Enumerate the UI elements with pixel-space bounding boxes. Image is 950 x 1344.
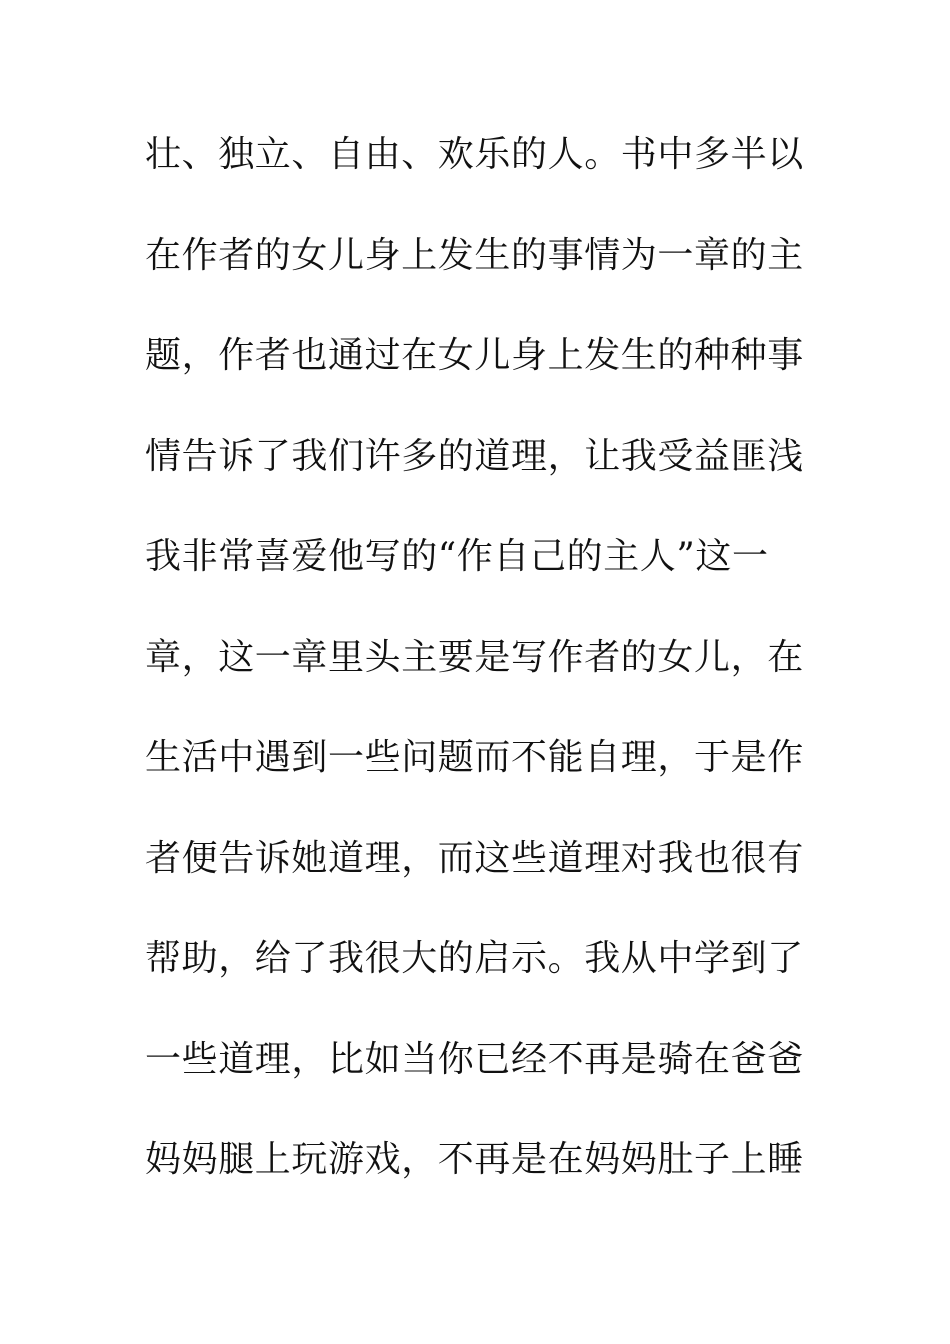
text-line-7: 生活中遇到一些问题而不能自理，于是作	[145, 737, 804, 778]
text-line-6: 章，这一章里头主要是写作者的女儿，在	[145, 636, 804, 678]
text-line-3: 题，作者也通过在女儿身上发生的种种事	[145, 335, 804, 376]
text-line-1: 壮、独立、自由、欢乐的人。书中多半以	[145, 134, 804, 175]
text-line-11: 妈妈腿上玩游戏，不再是在妈妈肚子上睡	[145, 1139, 804, 1180]
body-text	[145, 122, 815, 1228]
text-line-9: 帮助，给了我很大的启示。我从中学到了	[145, 938, 804, 979]
text-line-10: 一些道理，比如当你已经不再是骑在爸爸	[145, 1038, 804, 1080]
text-line-2: 在作者的女儿身上发生的事情为一章的主	[145, 234, 804, 276]
text-line-8: 者便告诉她道理，而这些道理对我也很有	[145, 837, 804, 879]
text-line-5: 我非常喜爱他写的“作自己的主人”这一	[145, 536, 769, 577]
text-line-4: 情告诉了我们许多的道理，让我受益匪浅	[145, 435, 804, 477]
